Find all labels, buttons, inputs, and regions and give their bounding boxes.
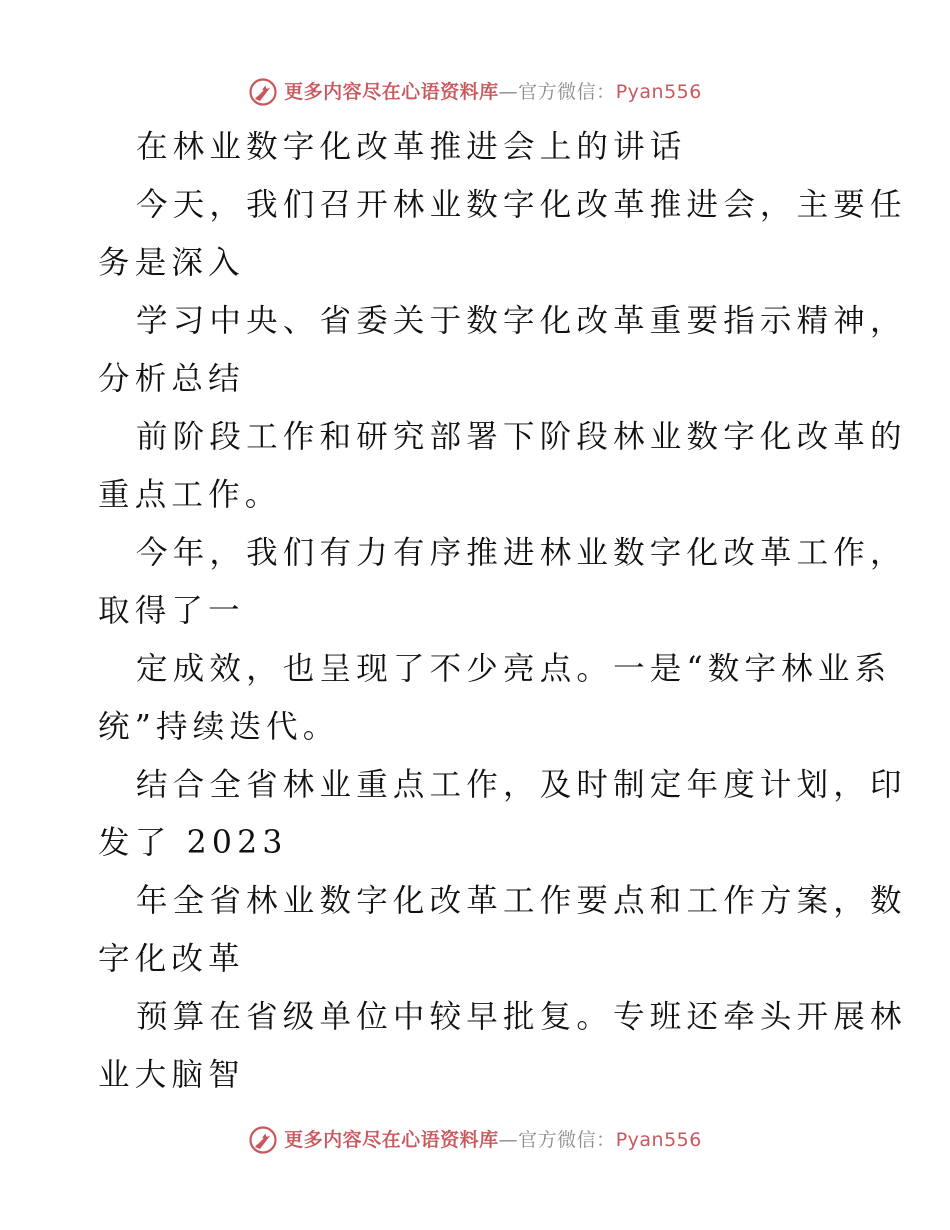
banner-wechat-label: 官方微信： bbox=[518, 1128, 616, 1151]
banner-title: 更多内容尽在心语资料库 bbox=[284, 1128, 499, 1151]
footer-watermark-banner bbox=[0, 1120, 950, 1160]
paragraph-line: 结合全省林业重点工作，及时制定年度计划，印 bbox=[136, 767, 907, 803]
paragraph-line: 统”持续迭代。 bbox=[98, 709, 340, 745]
paragraph-line: 字化改革 bbox=[98, 941, 245, 977]
pen-nib-logo-icon bbox=[248, 1125, 278, 1155]
paragraph-line: 学习中央、省委关于数字化改革重要指示精神， bbox=[136, 303, 907, 339]
paragraph-line: 今年，我们有力有序推进林业数字化改革工作， bbox=[136, 535, 907, 571]
paragraph-line: 年全省林业数字化改革工作要点和工作方案，数 bbox=[136, 883, 907, 919]
banner-wechat-id: Pyan556 bbox=[615, 80, 702, 103]
paragraph-line: 前阶段工作和研究部署下阶段林业数字化改革的 bbox=[136, 419, 907, 455]
paragraph-line: 今天，我们召开林业数字化改革推进会，主要任 bbox=[136, 187, 907, 223]
paragraph-line: 分析总结 bbox=[98, 361, 245, 397]
paragraph-line: 业大脑智 bbox=[98, 1057, 245, 1093]
paragraph-line: 预算在省级单位中较早批复。专班还牵头开展林 bbox=[136, 999, 907, 1035]
pen-nib-logo-icon bbox=[248, 77, 278, 107]
paragraph-line: 重点工作。 bbox=[98, 477, 282, 513]
header-watermark-banner bbox=[0, 72, 950, 112]
banner-dash: — bbox=[498, 80, 519, 103]
banner-wechat-id: Pyan556 bbox=[615, 1128, 702, 1151]
paragraph-line: 取得了一 bbox=[98, 593, 245, 629]
paragraph-line: 发了 2023 bbox=[98, 825, 288, 861]
paragraph-line: 定成效，也呈现了不少亮点。一是“数字林业系 bbox=[136, 651, 892, 687]
banner-wechat-label: 官方微信： bbox=[518, 80, 616, 103]
banner-title: 更多内容尽在心语资料库 bbox=[284, 80, 499, 103]
banner-text bbox=[284, 1128, 702, 1151]
banner-text bbox=[284, 80, 702, 103]
document-title: 在林业数字化改革推进会上的讲话 bbox=[136, 129, 687, 165]
document-body bbox=[98, 118, 907, 1104]
paragraph-line: 务是深入 bbox=[98, 245, 245, 281]
banner-dash: — bbox=[498, 1128, 519, 1151]
